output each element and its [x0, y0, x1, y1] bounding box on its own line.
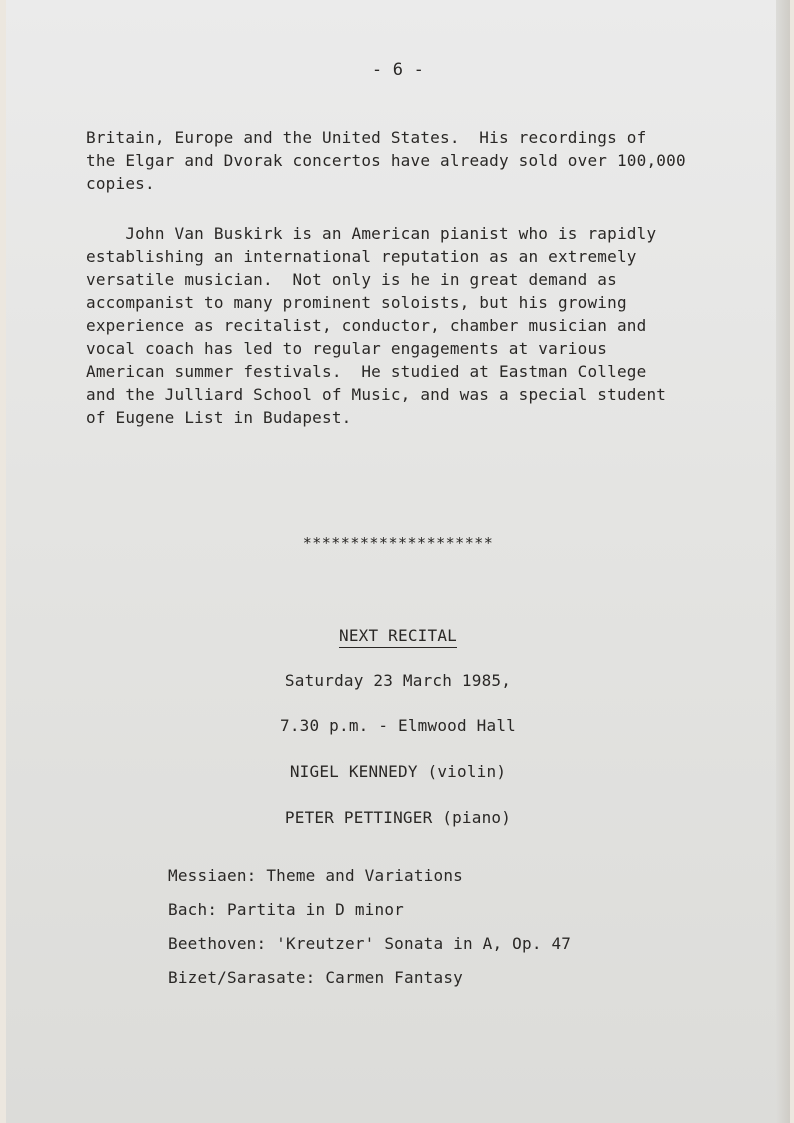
programme-item: Messiaen: Theme and Variations	[168, 866, 463, 885]
page-edge	[776, 0, 790, 1123]
page-number: - 6 -	[371, 60, 425, 80]
recital-date: Saturday 23 March 1985,	[284, 671, 512, 690]
recital-time-venue: 7.30 p.m. - Elmwood Hall	[280, 716, 516, 735]
biography-paragraph-van-buskirk: John Van Buskirk is an American pianist who is rapidly establishing an international reputation as an extremely versatile musician. Not only is he in great demand as accompanist to many prominent soloists, but his growing experience as recitalist, conductor, chamber musician and vocal coach has led to regular engagements at various American summer festivals. He studied at Eastman College and the Julliard School of Music, and was a special student of Eugene List in Budapest.	[86, 224, 667, 427]
performer-violin: NIGEL KENNEDY (violin)	[289, 762, 507, 781]
next-recital-heading	[6, 626, 790, 645]
programme-item: Beethoven: 'Kreutzer' Sonata in A, Op. 47	[168, 934, 572, 953]
programme-item: Bach: Partita in D minor	[168, 900, 404, 919]
programme-item: Bizet/Sarasate: Carmen Fantasy	[168, 968, 463, 987]
performer-piano: PETER PETTINGER (piano)	[284, 808, 512, 827]
document-page	[6, 0, 790, 1123]
biography-paragraph-continued: Britain, Europe and the United States. His recordings of the Elgar and Dvorak concertos have already sold over 100,000 copies.	[86, 128, 686, 193]
section-separator: ********************	[302, 534, 494, 552]
next-recital-heading-text: NEXT RECITAL	[339, 626, 457, 648]
